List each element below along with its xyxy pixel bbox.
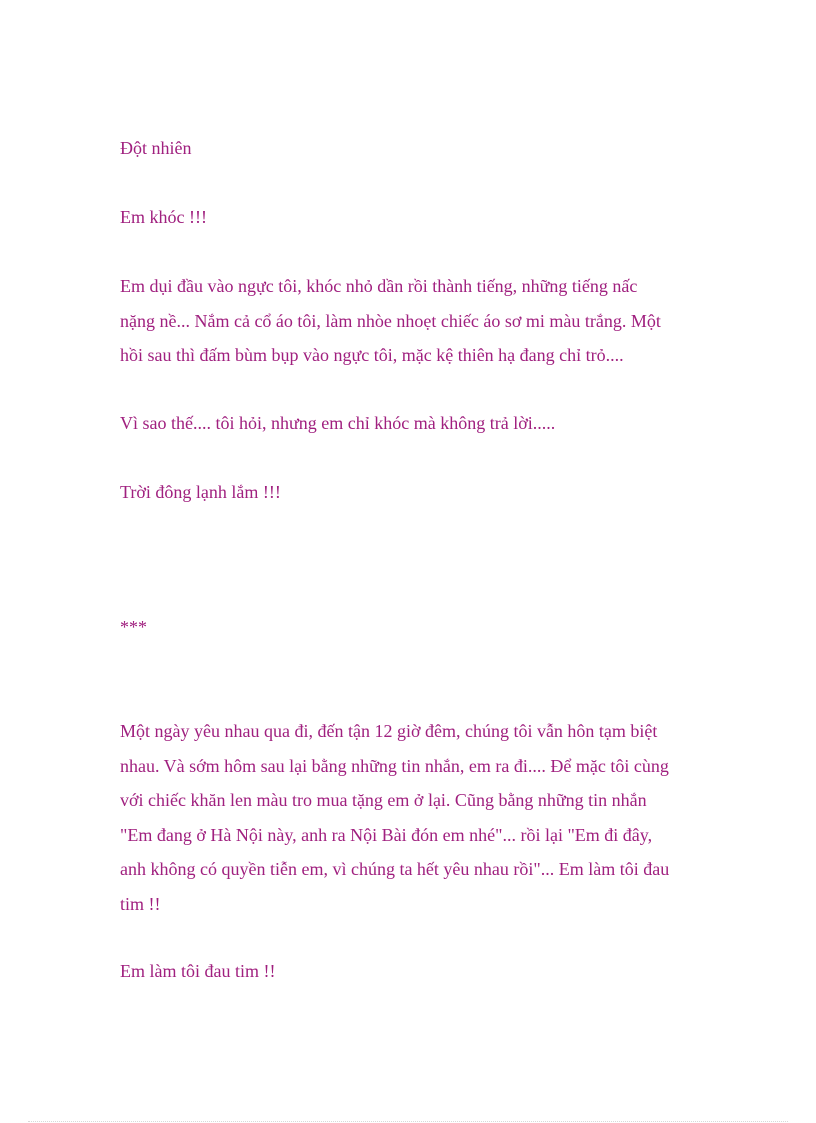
text-line: nặng nề... Nắm cả cổ áo tôi, làm nhòe nhoẹt chiếc áo sơ mi màu trắng. Một	[120, 310, 661, 331]
text-line: Đột nhiên	[120, 138, 192, 158]
paragraph-troi-dong	[120, 475, 700, 510]
text-line: ***	[120, 617, 147, 637]
text-line: hồi sau thì đấm bùm bụp vào ngực tôi, mặc kệ thiên hạ đang chỉ trỏ....	[120, 345, 624, 365]
paragraph-em-dui-dau	[120, 269, 700, 373]
paragraph-mot-ngay	[120, 714, 700, 921]
text-line: Em khóc !!!	[120, 207, 207, 227]
text-line: Một ngày yêu nhau qua đi, đến tận 12 giờ đêm, chúng tôi vẫn hôn tạm biệt	[120, 721, 658, 741]
paragraph-vi-sao	[120, 406, 700, 441]
text-line: Em dụi đầu vào ngực tôi, khóc nhỏ dần rồi thành tiếng, những tiếng nấc	[120, 276, 638, 296]
text-line: Vì sao thế.... tôi hỏi, nhưng em chỉ khóc mà không trả lời.....	[120, 413, 556, 433]
text-line: với chiếc khăn len màu tro mua tặng em ở lại. Cũng bằng những tin nhắn	[120, 790, 647, 810]
text-line: tim !!	[120, 893, 161, 914]
section-separator	[120, 610, 700, 645]
text-line: anh không có quyền tiễn em, vì chúng ta hết yêu nhau rồi"... Em làm tôi đau	[120, 859, 670, 879]
text-line: Em làm tôi đau tim !!	[120, 961, 276, 981]
page-bottom-divider	[28, 1121, 788, 1122]
text-line: nhau. Và sớm hôm sau lại bằng những tin nhắn, em ra đi.... Để mặc tôi cùng	[120, 755, 669, 776]
text-line: "Em đang ở Hà Nội này, anh ra Nội Bài đón em nhé"... rồi lại "Em đi đây,	[120, 824, 653, 845]
paragraph-closing	[120, 954, 700, 989]
paragraph-em-khoc	[120, 200, 700, 235]
paragraph-heading	[120, 131, 700, 166]
text-line: Trời đông lạnh lắm !!!	[120, 482, 281, 502]
